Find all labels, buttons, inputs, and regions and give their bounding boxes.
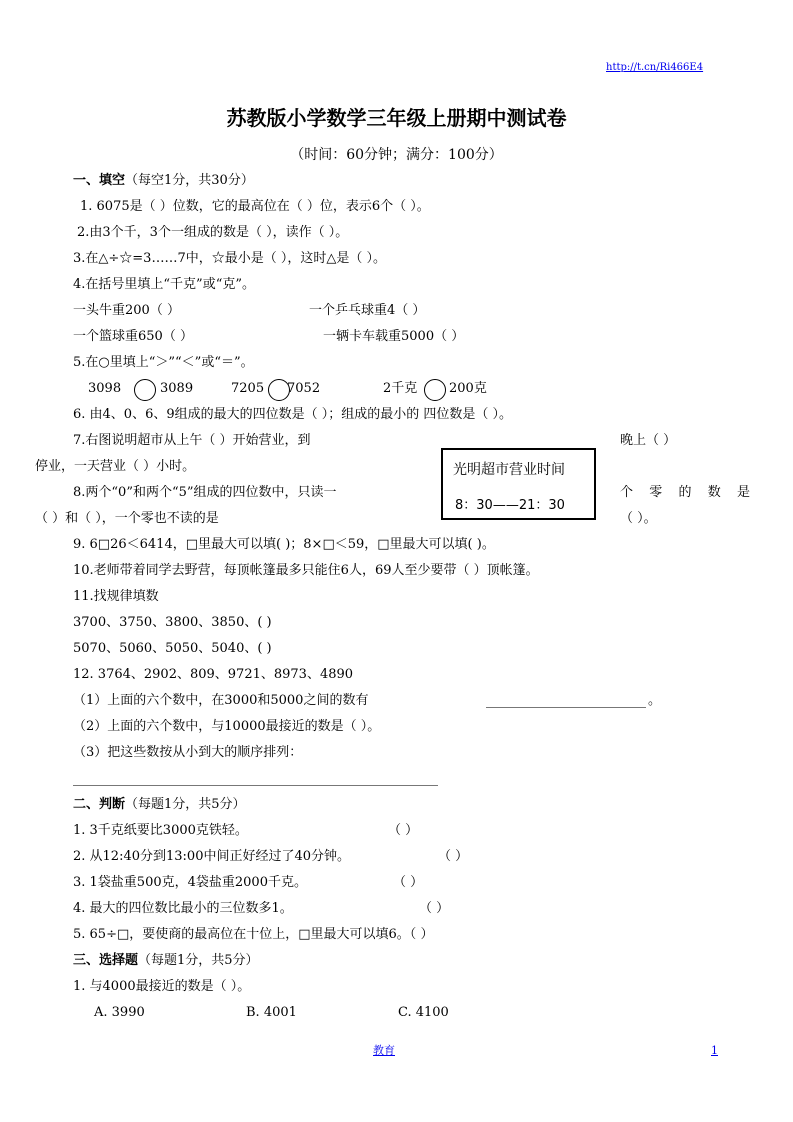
hours-box-time: 8：30——21：30 bbox=[455, 498, 565, 513]
question-1-12b: （2）上面的六个数中，与10000最接近的数是（ ）。 bbox=[73, 719, 381, 734]
question-1-4c: 一个篮球重650（ ） bbox=[73, 329, 193, 344]
judge-5: 5. 65÷□，要使商的最高位在十位上，□里最大可以填6。（ ） bbox=[73, 927, 434, 942]
choice-1-option-a[interactable]: A. 3990 bbox=[94, 1005, 145, 1020]
page-subtitle: （时间：60分钟；满分：100分） bbox=[290, 147, 503, 163]
question-1-8a: 8.两个“0”和两个“5”组成的四位数中，只读一 bbox=[73, 485, 337, 500]
section-1-note: （每空1分，共30分） bbox=[125, 173, 254, 188]
hours-box-title: 光明超市营业时间 bbox=[453, 462, 565, 478]
judge-1: 1. 3千克纸要比3000克铁轻。 bbox=[73, 823, 248, 838]
choice-1-option-c[interactable]: C. 4100 bbox=[398, 1005, 449, 1020]
section-3-heading bbox=[73, 953, 259, 969]
section-3-title: 三、选择题 bbox=[73, 953, 139, 968]
question-1-4d: 一辆卡车载重5000（ ） bbox=[323, 329, 465, 344]
judge-3: 3. 1袋盐重500克，4袋盐重2000千克。 bbox=[73, 875, 307, 890]
header-link[interactable]: http://t.cn/Ri466E4 bbox=[606, 62, 704, 73]
compare-3089: 3089 bbox=[160, 381, 194, 396]
question-1-7c: 停业，一天营业（ ）小时。 bbox=[35, 459, 196, 474]
q8b-word-2: 零 bbox=[649, 485, 663, 500]
compare-200g: 200克 bbox=[449, 381, 487, 396]
compare-7052: 7052 bbox=[287, 381, 321, 396]
question-1-2: 2.由3个千，3个一组成的数是（ ），读作（ ）。 bbox=[77, 225, 349, 240]
section-3-note: （每题1分，共5分） bbox=[138, 953, 259, 968]
page-number: 1 bbox=[711, 1044, 718, 1057]
choice-1: 1. 与4000最接近的数是（ ）。 bbox=[73, 979, 251, 994]
section-1-title: 一、填空 bbox=[73, 173, 126, 188]
question-1-11: 11.找规律填数 bbox=[73, 589, 159, 604]
question-1-7b: 晚上（ ） bbox=[620, 433, 677, 448]
answer-line-12c[interactable] bbox=[73, 785, 438, 786]
question-1-5: 5.在○里填上“＞”“＜”或“＝”。 bbox=[73, 355, 254, 370]
section-2-note: （每题1分，共5分） bbox=[125, 797, 246, 812]
q8b-word-1: 个 bbox=[620, 485, 634, 500]
judge-4-paren[interactable]: （ ） bbox=[419, 901, 450, 916]
question-1-11b: 5070、5060、5050、5040、( ) bbox=[73, 641, 272, 656]
judge-1-paren[interactable]: （ ） bbox=[388, 823, 419, 838]
judge-2: 2. 从12:40分到13:00中间正好经过了40分钟。 bbox=[73, 849, 351, 864]
question-1-8b bbox=[620, 485, 750, 501]
question-1-12a: （1）上面的六个数中，在3000和5000之间的数有 bbox=[73, 693, 369, 708]
section-1-heading bbox=[73, 173, 254, 189]
compare-circle-3[interactable] bbox=[424, 379, 446, 401]
choice-1-option-b[interactable]: B. 4001 bbox=[246, 1005, 297, 1020]
question-1-6: 6. 由4、0、6、9组成的最大的四位数是（ ）；组成的最小的 四位数是（ ）。 bbox=[73, 407, 513, 422]
answer-line-12a[interactable] bbox=[486, 707, 646, 708]
q8b-word-3: 的 bbox=[678, 485, 692, 500]
question-1-9: 9. 6□26＜6414，□里最大可以填( )；8×□＜59，□里最大可以填( )。 bbox=[73, 537, 495, 552]
question-1-4: 4.在括号里填上“千克”或“克”。 bbox=[73, 277, 255, 292]
judge-2-paren[interactable]: （ ） bbox=[438, 849, 469, 864]
question-1-12a-end: 。 bbox=[648, 693, 662, 708]
question-1-8c: （ ）和（ ），一个零也不读的是 bbox=[35, 511, 219, 526]
question-1-4a: 一头牛重200（ ） bbox=[73, 303, 180, 318]
judge-3-paren[interactable]: （ ） bbox=[393, 875, 424, 890]
q8b-word-5: 是 bbox=[736, 485, 750, 500]
judge-4: 4. 最大的四位数比最小的三位数多1。 bbox=[73, 901, 293, 916]
compare-7205: 7205 bbox=[231, 381, 265, 396]
footer-link[interactable]: 教育 bbox=[373, 1044, 395, 1057]
question-1-4b: 一个乒乓球重4（ ） bbox=[309, 303, 426, 318]
question-1-11a: 3700、3750、3800、3850、( ) bbox=[73, 615, 272, 630]
question-1-8d: （ ）。 bbox=[620, 511, 657, 526]
question-1-3: 3.在△÷☆=3……7中，☆最小是（ ），这时△是（ ）。 bbox=[73, 251, 386, 266]
question-1-12c: （3）把这些数按从小到大的顺序排列： bbox=[73, 745, 303, 760]
question-1-10: 10.老师带着同学去野营，每顶帐篷最多只能住6人，69人至少要带（ ）顶帐篷。 bbox=[73, 563, 539, 578]
compare-3098: 3098 bbox=[88, 381, 122, 396]
page-title: 苏教版小学数学三年级上册期中测试卷 bbox=[226, 106, 567, 130]
section-2-heading bbox=[73, 797, 246, 813]
section-2-title: 二、判断 bbox=[73, 797, 126, 812]
question-1-1: 1. 6075是（ ）位数，它的最高位在（ ）位，表示6个（ ）。 bbox=[80, 199, 430, 214]
q8b-word-4: 数 bbox=[707, 485, 721, 500]
question-1-12: 12. 3764、2902、809、9721、8973、4890 bbox=[73, 667, 354, 682]
compare-circle-1[interactable] bbox=[134, 379, 156, 401]
compare-2kg: 2千克 bbox=[383, 381, 418, 396]
supermarket-hours-box bbox=[441, 448, 596, 520]
question-1-7a: 7.右图说明超市从上午（ ）开始营业，到 bbox=[73, 433, 311, 448]
